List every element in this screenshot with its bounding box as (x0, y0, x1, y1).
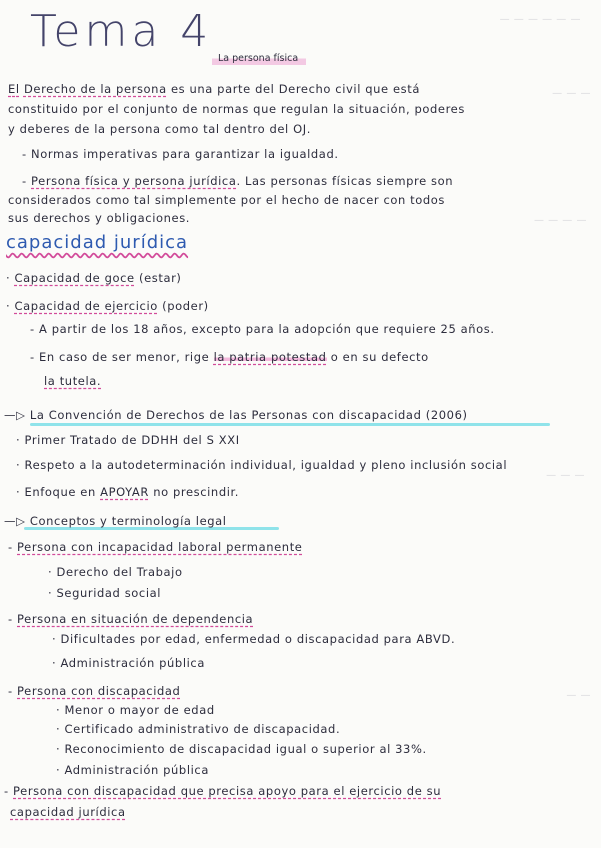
bleed-through-mark: — — — (552, 88, 591, 99)
persona-bullet-line-2: considerados como tal simplemente por el hecho de nacer con todos (8, 193, 446, 207)
tutela-label: la tutela. (44, 374, 102, 388)
concepto-1-item-1: · Derecho del Trabajo (48, 565, 183, 579)
capacidad-item-menor-a: - En caso de ser menor, rige (30, 350, 210, 364)
convencion-bullet-3 (16, 485, 239, 499)
concepto-3-title-text: Persona con discapacidad (17, 684, 181, 698)
normas-bullet: - Normas imperativas para garantizar la igualdad. (22, 147, 339, 161)
concepto-1-title-text: Persona con incapacidad laboral permanente (17, 540, 303, 554)
concepto-4-title-text: Persona con discapacidad que precisa apoyo para el ejercicio de su (13, 784, 442, 798)
capacidad-item-menor (30, 350, 429, 364)
intro-derecho-persona: Derecho de la persona (23, 82, 167, 96)
convencion-bullet-3-c: no prescindir. (148, 485, 240, 499)
capacidad-ejercicio: · Capacidad de ejercicio (poder) (6, 299, 209, 313)
concepto-2-item-1: · Dificultades por edad, enfermedad o discapacidad para ABVD. (52, 632, 456, 646)
concepto-3-item-1: · Menor o mayor de edad (56, 703, 215, 717)
persona-fisica-juridica: Persona física y persona jurídica (31, 174, 237, 188)
tutela (44, 374, 101, 388)
capacidad-goce-label: Capacidad de goce (14, 271, 135, 285)
page-subtitle: La persona física (212, 53, 306, 65)
concepto-1-item-2: · Seguridad social (48, 586, 162, 600)
capacidad-goce: · Capacidad de goce (estar) (6, 271, 182, 285)
convencion-highlight (30, 423, 550, 426)
persona-bullet-line-1: - Persona física y persona jurídica. Las personas físicas siempre son (22, 174, 454, 188)
bleed-through-mark: — — — (546, 470, 585, 481)
concepto-3-item-2: · Certificado administrativo de discapacidad. (56, 722, 341, 736)
bleed-through-mark: — — — — — — (499, 14, 581, 25)
intro-line-2: constituido por el conjunto de normas que regulan la situación, poderes (8, 102, 465, 116)
convencion-heading: —▷ La Convención de Derechos de las Personas con discapacidad (2006) (4, 408, 468, 422)
intro-line-1-rest: es una parte del Derecho civil que está (166, 82, 421, 96)
conceptos-heading: —▷ Conceptos y terminología legal (4, 514, 227, 528)
convencion-bullet-1: · Primer Tratado de DDHH del S XXI (16, 433, 240, 447)
concepto-4-title-line-1: - Persona con discapacidad que precisa apoyo para el ejercicio de su (4, 784, 442, 798)
intro-line-1 (8, 82, 420, 96)
capacidad-item-menor-c: o en su defecto (326, 350, 429, 364)
concepto-3-item-4: · Administración pública (56, 763, 209, 777)
intro-line-3: y deberes de la persona como tal dentro del OJ. (8, 122, 311, 136)
capacidad-goce-note: (estar) (134, 271, 182, 285)
capacidad-item-edad: - A partir de los 18 años, excepto para la adopción que requiere 25 años. (30, 322, 495, 336)
intro-el: El (8, 82, 20, 96)
section-capacidad-juridica: capacidad jurídica (6, 232, 189, 253)
concepto-1-title: - Persona con incapacidad laboral permanente (8, 540, 303, 554)
convencion-bullet-3-a: · Enfoque en (16, 485, 96, 499)
convencion-bullet-2: · Respeto a la autodeterminación individual, igualdad y pleno inclusión social (16, 458, 508, 472)
convencion-heading-text: La Convención de Derechos de las Personas con discapacidad (2006) (29, 408, 468, 422)
bleed-through-mark: — — — — (533, 215, 587, 226)
concepto-4-title-line-2 (10, 805, 126, 819)
apoyar-word: APOYAR (100, 485, 149, 499)
bleed-through-mark: — — (566, 690, 591, 701)
concepto-3-title: - Persona con discapacidad (8, 684, 181, 698)
persona-bullet-line-3: sus derechos y obligaciones. (8, 211, 191, 225)
persona-line-1-rest: . Las personas físicas siempre son (236, 174, 454, 188)
concepto-4-title-line-2-text: capacidad jurídica (10, 805, 126, 819)
page-title: Tema 4 (30, 6, 213, 57)
capacidad-ejercicio-note: (poder) (157, 299, 209, 313)
concepto-2-title-text: Persona en situación de dependencia (17, 612, 254, 626)
concepto-2-item-2: · Administración pública (52, 656, 205, 670)
concepto-2-title: - Persona en situación de dependencia (8, 612, 254, 626)
capacidad-ejercicio-label: Capacidad de ejercicio (14, 299, 158, 313)
patria-potestad: la patria potestad (213, 350, 327, 364)
conceptos-heading-text: Conceptos y terminología legal (29, 514, 227, 528)
concepto-3-item-3: · Reconocimiento de discapacidad igual o superior al 33%. (56, 742, 427, 756)
